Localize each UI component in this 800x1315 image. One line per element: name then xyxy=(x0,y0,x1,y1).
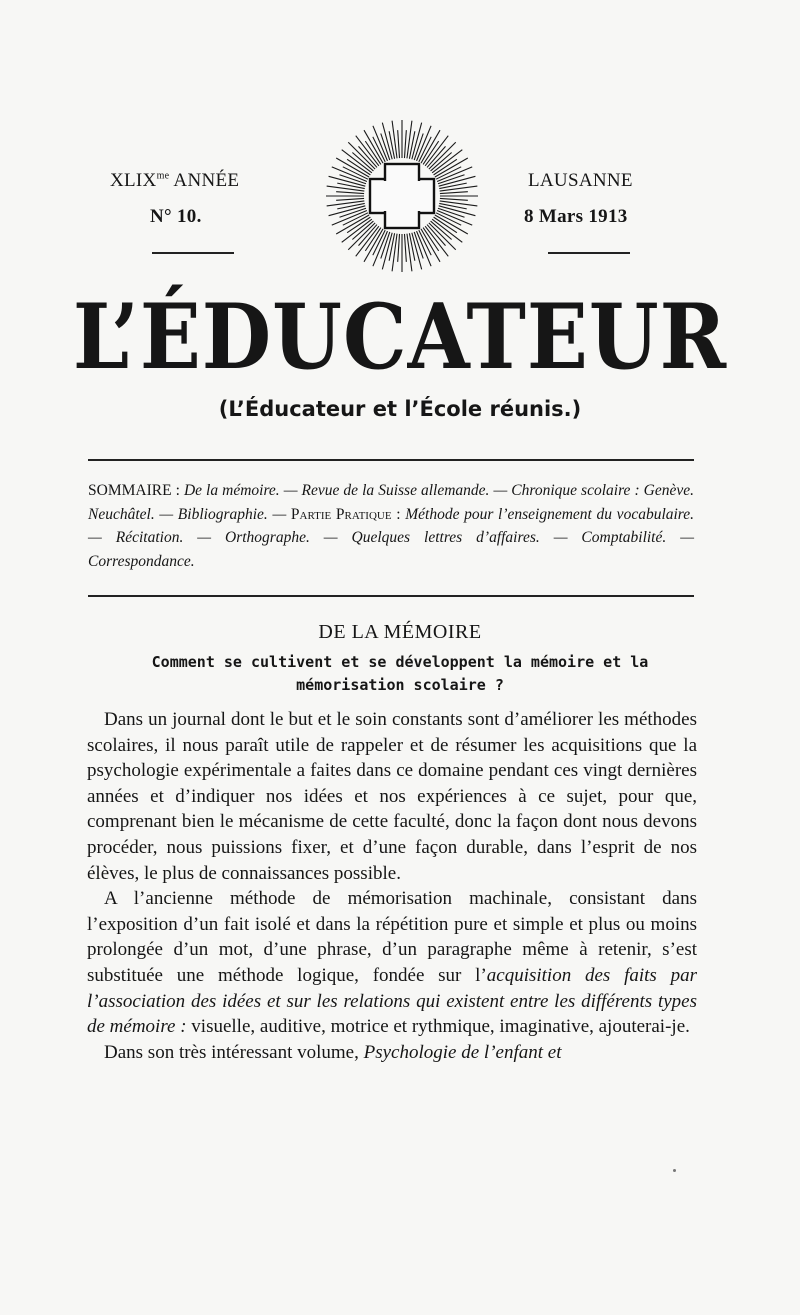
sommaire-items-2: Méthode pour l’enseignement du vocabulaire. — Récitation. — Orthographe. — Quelques lettres d’affaires. — Comptabilité. — Correspondance. xyxy=(88,505,695,570)
header-ville: LAUSANNE xyxy=(528,170,633,191)
sunburst-ray xyxy=(336,192,364,194)
article-paragraph-2: A l’ancienne méthode de mémorisation machinale, consistant dans l’exposition d’un fait isolé et dans la répétition pure et simple et plus ou moins prolongée d’un mot, d’une phrase, d’un paragraphe même à retenir, s’est substituée une méthode logique, fondée sur l’acquisition des faits par l’association des idées et sur les relations qui existent entre les différents types de mémoire : visuelle, auditive, motrice et rythmique, imaginative, ajouterai-je. xyxy=(87,888,697,1038)
header-numero: N° 10. xyxy=(150,206,202,227)
sunburst-ray xyxy=(404,234,406,262)
sunburst-ray xyxy=(440,198,468,200)
header-left-rule xyxy=(152,252,234,254)
article-subtitle: Comment se cultivent et se développent la mémoire et la mémorisation scolaire ? xyxy=(151,653,649,694)
sunburst-ray xyxy=(398,130,400,158)
article-title: DE LA MÉMOIRE xyxy=(318,621,482,643)
sunburst-ray xyxy=(440,192,468,194)
sommaire-partie-pratique: Partie Pratique : xyxy=(290,505,401,523)
sommaire-top-rule xyxy=(88,459,694,461)
header-date: 8 Mars 1913 xyxy=(524,206,628,227)
header-right-rule xyxy=(548,252,630,254)
page-speck xyxy=(673,1169,676,1172)
sommaire-bottom-rule xyxy=(88,595,694,597)
sunburst-ray xyxy=(404,130,406,158)
sunburst-ray xyxy=(398,234,400,262)
article-body xyxy=(87,707,697,1065)
sommaire-label: SOMMAIRE : xyxy=(88,482,180,499)
sommaire xyxy=(88,479,694,573)
header-annee: $XLIX^{me}$ ANNÉE xyxy=(110,170,240,191)
sommaire-items-1: De la mémoire. — Revue de la Suisse allemande. — Chronique scolaire : Genève. Neuchâtel. — Bibliographie. — xyxy=(88,482,694,523)
article-paragraph-1: Dans un journal dont le but et le soin constants sont d’améliorer les méthodes scolaires, il nous paraît utile de rappeler et de résumer les acquisitions que la psychologie expérimentale a faites dans ce domaine pendant ces vingt dernières années et d’indiquer nos idées et nos expériences à ce sujet, pour que, comprenant bien le mécanisme de cette faculté, donc la façon dont nous devons procéder, nous puissions fixer, et d’une façon durable, dans l’esprit de nos élèves, le plus de connaissances possible. xyxy=(87,709,697,884)
swiss-cross-sunburst-icon xyxy=(322,117,482,277)
sunburst-ray xyxy=(336,198,364,200)
journal-subtitle: (L’Éducateur et l’École réunis.) xyxy=(218,397,582,421)
article-paragraph-3: Dans son très intéressant volume, Psychologie de l’enfant et xyxy=(104,1041,562,1063)
journal-title: L’ÉDUCATEUR xyxy=(72,284,728,390)
